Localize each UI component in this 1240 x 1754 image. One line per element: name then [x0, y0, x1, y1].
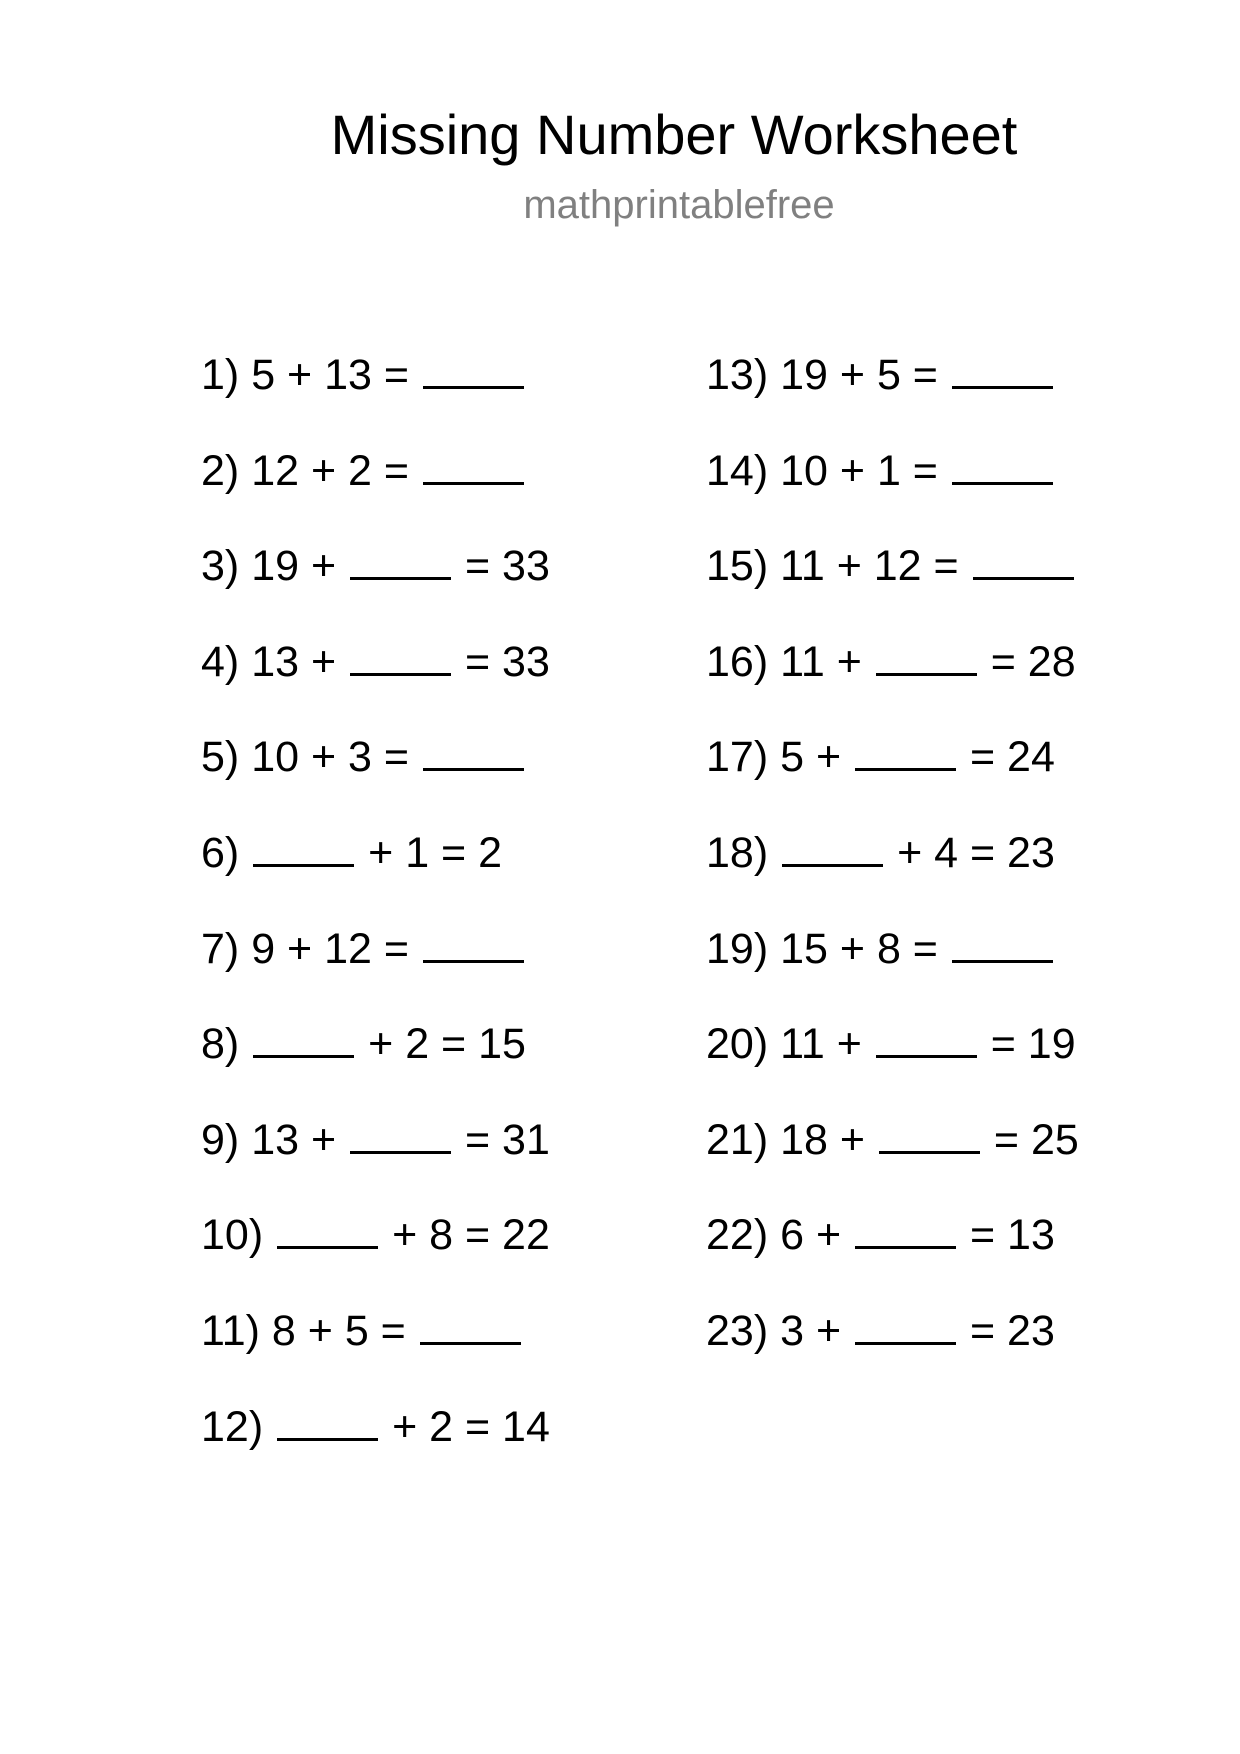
problem-item — [201, 1019, 562, 1115]
answer-blank[interactable] — [350, 672, 451, 676]
equation-text: = 33 — [464, 637, 562, 686]
equation-text: = 28 — [990, 637, 1088, 686]
equation-text: = 24 — [969, 733, 1067, 782]
equation-text: = 23 — [969, 1306, 1067, 1355]
problem-item — [201, 828, 562, 924]
equation-text: 13 + — [251, 1115, 349, 1164]
problem-number: 13) — [706, 351, 781, 399]
answer-blank[interactable] — [855, 1245, 956, 1249]
answer-blank[interactable] — [350, 1150, 451, 1154]
equation-text: + 4 = 23 — [897, 828, 1067, 877]
answer-blank[interactable] — [952, 385, 1053, 389]
problem-item — [706, 1115, 1091, 1211]
problem-column-left — [201, 350, 562, 1497]
problem-item — [706, 446, 1091, 542]
equation-text: + 2 = 14 — [392, 1402, 562, 1451]
problem-number: 22) — [706, 1211, 781, 1260]
equation-text: 6 + — [780, 1211, 854, 1260]
equation-text: + 1 = 2 — [368, 828, 514, 877]
answer-blank[interactable] — [423, 767, 524, 771]
answer-blank[interactable] — [350, 576, 451, 580]
equation-text: 5 + 13 = — [251, 351, 421, 399]
answer-blank[interactable] — [253, 863, 354, 867]
answer-blank[interactable] — [420, 1341, 521, 1345]
problem-number: 4) — [201, 637, 252, 686]
problem-number: 21) — [706, 1115, 781, 1164]
problem-item — [706, 732, 1091, 828]
problem-item — [201, 350, 562, 446]
equation-text: 8 + 5 = — [271, 1306, 418, 1355]
problem-number: 17) — [706, 733, 781, 782]
problem-item — [201, 446, 562, 542]
problem-number: 16) — [706, 637, 781, 686]
equation-text: 9 + 12 = — [251, 924, 421, 973]
problem-number: 15) — [706, 542, 781, 591]
answer-blank[interactable] — [952, 481, 1053, 485]
equation-text: 11 + — [780, 637, 874, 686]
problem-number: 14) — [706, 446, 781, 495]
equation-text: = 31 — [464, 1115, 562, 1164]
equation-text: + 8 = 22 — [392, 1211, 562, 1260]
problem-number: 1) — [201, 351, 252, 399]
answer-blank[interactable] — [879, 1150, 980, 1154]
answer-blank[interactable] — [423, 481, 524, 485]
problem-item — [201, 541, 562, 637]
problem-item — [201, 924, 562, 1020]
problem-number: 9) — [201, 1115, 252, 1164]
answer-blank[interactable] — [952, 959, 1053, 963]
equation-text: 19 + — [251, 542, 349, 591]
answer-blank[interactable] — [782, 863, 883, 867]
equation-text: 10 + 3 = — [251, 733, 421, 782]
problem-item — [201, 1402, 562, 1498]
equation-text: 11 + 12 = — [780, 542, 971, 591]
problem-number: 2) — [201, 446, 252, 495]
equation-text: 15 + 8 = — [780, 924, 950, 973]
equation-text: 13 + — [251, 637, 349, 686]
problem-item — [201, 637, 562, 733]
problem-number: 5) — [201, 733, 252, 782]
answer-blank[interactable] — [253, 1054, 354, 1058]
equation-text: = 19 — [990, 1020, 1088, 1069]
problem-number: 8) — [201, 1020, 252, 1069]
problem-number: 6) — [201, 828, 252, 877]
equation-text: 5 + — [780, 733, 854, 782]
problem-number: 18) — [706, 828, 781, 877]
equation-text: = 13 — [969, 1211, 1067, 1260]
equation-text: = 33 — [464, 542, 562, 591]
problem-item — [706, 1210, 1091, 1306]
page-subtitle: mathprintablefree — [523, 183, 835, 227]
problem-item — [706, 541, 1091, 637]
problem-item — [201, 1210, 562, 1306]
problem-number: 7) — [201, 924, 252, 973]
problem-item — [706, 1019, 1091, 1115]
answer-blank[interactable] — [423, 959, 524, 963]
problem-item — [201, 1115, 562, 1211]
problem-item — [706, 637, 1091, 733]
problem-item — [201, 732, 562, 828]
problem-number: 23) — [706, 1306, 781, 1355]
answer-blank[interactable] — [855, 1341, 956, 1345]
answer-blank[interactable] — [423, 385, 524, 389]
page-title: Missing Number Worksheet — [330, 103, 1018, 166]
equation-text: + 2 = 15 — [368, 1020, 538, 1069]
problem-item — [706, 924, 1091, 1020]
answer-blank[interactable] — [973, 576, 1074, 580]
equation-text: 18 + — [780, 1115, 877, 1164]
equation-text: 10 + 1 = — [780, 446, 950, 495]
problem-item — [706, 828, 1091, 924]
equation-text: 19 + 5 = — [780, 351, 950, 399]
equation-text: = 25 — [993, 1115, 1091, 1164]
answer-blank[interactable] — [876, 1054, 977, 1058]
equation-text: 11 + — [780, 1020, 874, 1069]
equation-text: 3 + — [780, 1306, 854, 1355]
problem-item — [706, 350, 1091, 446]
problem-column-right — [706, 350, 1091, 1402]
answer-blank[interactable] — [277, 1437, 378, 1441]
problem-number: 11) — [201, 1306, 272, 1355]
problem-number: 12) — [201, 1402, 276, 1451]
answer-blank[interactable] — [277, 1245, 378, 1249]
problem-item — [201, 1306, 562, 1402]
equation-text: 12 + 2 = — [251, 446, 421, 495]
answer-blank[interactable] — [876, 672, 977, 676]
problem-item — [706, 1306, 1091, 1402]
answer-blank[interactable] — [855, 767, 956, 771]
problem-number: 10) — [201, 1211, 276, 1260]
problem-number: 19) — [706, 924, 781, 973]
problem-number: 20) — [706, 1020, 781, 1069]
problem-number: 3) — [201, 542, 252, 591]
